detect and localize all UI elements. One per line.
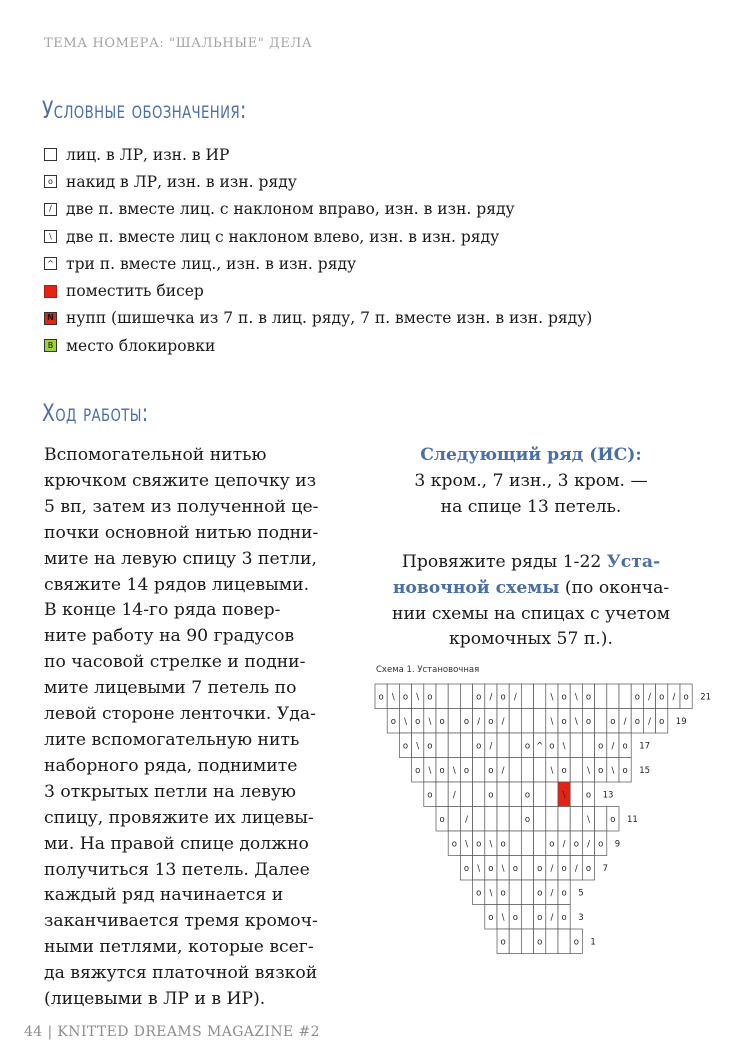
chart-symbol: o xyxy=(500,888,506,899)
instruction-line: 5 вп, затем из полученной це- xyxy=(44,496,319,517)
instruction-line: ными петлями, которые всег- xyxy=(44,937,314,958)
instruction-line: нии схемы на спицах с учетом xyxy=(392,603,670,624)
chart-symbol: \ xyxy=(428,765,432,776)
chart-cell xyxy=(521,758,533,783)
chart-cell xyxy=(509,880,521,905)
chart-cell xyxy=(570,733,582,758)
chart-symbol: \ xyxy=(501,863,505,874)
chart-symbol: o xyxy=(598,741,604,752)
chart-cell xyxy=(534,807,546,832)
instruction-line: ми. На правой спице должно xyxy=(44,833,309,854)
chart-symbol: o xyxy=(488,912,494,923)
legend-item-k2tog xyxy=(44,196,592,223)
chart-symbol: o xyxy=(463,716,470,727)
chart-symbol: o xyxy=(561,863,567,874)
chart-symbol: \ xyxy=(452,765,456,776)
row-number-label: 11 xyxy=(627,814,638,825)
left-slant-symbol-icon: \ xyxy=(44,230,57,243)
chart-symbol: o xyxy=(598,839,604,850)
legend-text: лиц. в ЛР, изн. в ИР xyxy=(66,145,230,164)
legend-item-ssk xyxy=(44,223,592,250)
chart-cell xyxy=(436,684,448,709)
chart-symbol: o xyxy=(427,692,433,703)
chart-symbol: \ xyxy=(391,692,395,703)
chart-symbol: o xyxy=(634,692,640,703)
instructions-text xyxy=(44,443,364,1013)
chart-cell xyxy=(509,758,521,783)
row-number-label: 5 xyxy=(578,888,584,899)
yarn-over-symbol-icon: o xyxy=(44,175,57,188)
chart-symbol: / xyxy=(648,716,651,727)
chart-symbol: o xyxy=(427,741,433,752)
chart-symbol: \ xyxy=(477,863,481,874)
chart-symbol: o xyxy=(573,937,579,948)
page-header: ТЕМА НОМЕРА: "ШАЛЬНЫЕ" ДЕЛА xyxy=(44,36,313,51)
chart-cell xyxy=(460,733,472,758)
legend-item-k3tog xyxy=(44,250,592,277)
instruction-line: каждый ряд начинается и xyxy=(44,885,284,906)
chart-symbol: o xyxy=(561,888,567,899)
chart-cell xyxy=(521,905,533,930)
chart-symbol: o xyxy=(634,716,640,727)
chart-symbol: / xyxy=(477,716,481,727)
chart-symbol: / xyxy=(623,716,627,727)
chart-cell xyxy=(497,782,509,807)
right-slant-symbol-icon: / xyxy=(44,203,57,216)
chart-symbol: \ xyxy=(550,765,554,776)
legend-text: место блокировки xyxy=(66,336,216,355)
chart-symbol: / xyxy=(587,839,590,850)
chart-symbol: o xyxy=(427,790,433,801)
chart-cell xyxy=(595,807,607,832)
instruction-line: крючком свяжите цепочку из xyxy=(44,470,317,491)
chart-symbol: \ xyxy=(611,765,615,776)
chart-symbol: o xyxy=(585,692,592,703)
legend-list xyxy=(44,141,592,359)
chart-symbol: o xyxy=(415,716,421,727)
chart-cell xyxy=(546,807,558,832)
chart-cell xyxy=(509,709,521,734)
legend-text: три п. вместе лиц., изн. в изн. ряду xyxy=(66,254,357,273)
chart-cell xyxy=(460,782,472,807)
instruction-line: почки основной нитью подни- xyxy=(44,522,319,543)
chart-symbol: o xyxy=(488,863,494,874)
chart-cell xyxy=(546,782,558,807)
chart-symbol: \ xyxy=(562,790,566,801)
instruction-line: получиться 13 петель. Далее xyxy=(44,859,310,880)
instruction-line: ните работу на 90 градусов xyxy=(44,626,295,647)
instruction-line: лите вспомогательную нить xyxy=(44,729,300,750)
chart-symbol: o xyxy=(500,692,506,703)
instruction-line: В конце 14-го ряда повер- xyxy=(44,600,281,621)
instruction-text: Провяжите ряды 1-22 xyxy=(401,551,607,572)
chart-symbol: / xyxy=(672,692,676,703)
chart-cell xyxy=(558,929,570,954)
chart-symbol: \ xyxy=(501,912,505,923)
row-number-label: 3 xyxy=(578,912,584,923)
row-number-label: 13 xyxy=(602,790,614,801)
instruction-line: мите лицевыми 7 петель по xyxy=(44,678,297,699)
chart-symbol: / xyxy=(550,863,554,874)
chart-cell xyxy=(521,856,533,881)
chart-symbol: o xyxy=(524,790,531,801)
chart-symbol: o xyxy=(476,692,482,703)
chart-symbol: \ xyxy=(550,716,554,727)
chart-symbol: o xyxy=(585,716,592,727)
chart-symbol: \ xyxy=(574,692,578,703)
legend-item-block xyxy=(44,332,592,359)
chart-cell xyxy=(448,709,460,734)
chart-symbol: o xyxy=(476,741,482,752)
work-title: Ход работы: xyxy=(42,399,149,427)
chart-symbol: o xyxy=(500,839,506,850)
chart-symbol: o xyxy=(378,692,384,703)
chart-symbol: o xyxy=(549,839,555,850)
chart-symbol: o xyxy=(585,863,592,874)
instruction-line: мите на левую спицу 3 петли, xyxy=(44,548,317,569)
chart-symbol: o xyxy=(683,692,689,703)
next-row-line: на спице 13 петель. xyxy=(440,496,622,517)
chart-cell xyxy=(448,733,460,758)
chart-cell xyxy=(558,807,570,832)
chart-cell xyxy=(509,807,521,832)
chart-cell xyxy=(534,758,546,783)
chart-title: Схема 1. Установочная xyxy=(376,665,480,675)
three-together-symbol-icon: ^ xyxy=(44,257,57,270)
instruction-line: наборного ряда, поднимите xyxy=(44,755,298,776)
chart-symbol: o xyxy=(573,839,579,850)
chart-symbol: o xyxy=(561,765,567,776)
instruction-line: левой стороне ленточки. Уда- xyxy=(44,704,316,725)
chart-reference: Уста- xyxy=(606,551,661,572)
chart-symbol: / xyxy=(562,839,566,850)
chart-cell xyxy=(436,782,448,807)
legend-text: нупп (шишечка из 7 п. в лиц. ряду, 7 п. вместе изн. в изн. ряду) xyxy=(66,309,593,328)
next-row-line: 3 кром., 7 изн., 3 кром. — xyxy=(414,470,648,491)
chart-cell xyxy=(534,709,546,734)
chart-cell xyxy=(595,684,607,709)
chart-cell xyxy=(497,733,509,758)
row-number-label: 21 xyxy=(700,692,712,703)
chart-symbol: o xyxy=(537,863,543,874)
chart-symbol: o xyxy=(610,814,616,825)
chart-symbol: / xyxy=(465,814,468,825)
chart-symbol: \ xyxy=(562,741,566,752)
chart-symbol: / xyxy=(489,692,493,703)
chart-cell xyxy=(521,880,533,905)
chart-symbol: / xyxy=(489,741,493,752)
chart-cell xyxy=(521,831,533,856)
chart-symbol: o xyxy=(622,765,628,776)
row-number-label: 9 xyxy=(614,839,621,850)
chart-cell xyxy=(546,929,558,954)
chart-symbol: o xyxy=(598,765,604,776)
chart-symbol: o xyxy=(439,765,445,776)
legend-item-nupp xyxy=(44,305,592,332)
chart-symbol: o xyxy=(415,765,421,776)
instruction-line xyxy=(376,550,686,576)
chart-symbol: o xyxy=(390,716,396,727)
legend-text: две п. вместе лиц. с наклоном вправо, изн. в изн. ряду xyxy=(66,200,515,219)
knitting-chart xyxy=(372,678,712,996)
chart-cell xyxy=(473,782,485,807)
chart-symbol: / xyxy=(452,790,456,801)
chart-symbol: o xyxy=(622,741,628,752)
chart-symbol: \ xyxy=(416,741,420,752)
chart-symbol: \ xyxy=(428,716,432,727)
legend-item-bead xyxy=(44,277,592,304)
chart-cell xyxy=(607,684,619,709)
chart-symbol: o xyxy=(488,765,494,776)
chart-symbol: o xyxy=(512,912,518,923)
legend-item-knit xyxy=(44,141,592,168)
chart-cell xyxy=(570,782,582,807)
chart-cell xyxy=(509,782,521,807)
instruction-line: да вяжутся платочной вязкой xyxy=(44,963,318,984)
chart-symbol: / xyxy=(513,692,517,703)
nupp-symbol-icon: N xyxy=(44,312,57,325)
chart-symbol: \ xyxy=(587,814,590,825)
chart-symbol: \ xyxy=(404,716,407,727)
chart-cell xyxy=(448,684,460,709)
chart-cell xyxy=(509,733,521,758)
chart-cell xyxy=(521,929,533,954)
row-number-label: 19 xyxy=(675,716,687,727)
chart-symbol: \ xyxy=(489,888,493,899)
row-number-label: 1 xyxy=(590,937,596,948)
instruction-line: Вспомогательной нитью xyxy=(44,445,267,465)
chart-symbol: o xyxy=(537,888,543,899)
legend-text: две п. вместе лиц с наклоном влево, изн. в изн. ряду xyxy=(66,227,500,246)
legend-title: Условные обозначения: xyxy=(42,96,247,124)
chart-symbol: / xyxy=(574,863,578,874)
instruction-line: по часовой стрелке и подни- xyxy=(44,652,306,673)
knit-symbol-icon xyxy=(44,148,57,161)
chart-cell xyxy=(448,807,460,832)
chart-symbol: o xyxy=(537,937,543,948)
chart-symbol: o xyxy=(402,692,409,703)
legend-item-yarn-over xyxy=(44,168,592,195)
chart-symbol: / xyxy=(648,692,651,703)
chart-cell xyxy=(570,758,582,783)
chart-symbol: / xyxy=(611,741,615,752)
chart-cell xyxy=(619,684,631,709)
chart-symbol: / xyxy=(550,888,554,899)
chart-symbol: o xyxy=(488,790,494,801)
chart-symbol: o xyxy=(524,814,531,825)
chart-cell xyxy=(436,733,448,758)
chart-symbol: o xyxy=(476,839,482,850)
chart-symbol: o xyxy=(402,741,409,752)
instruction-line xyxy=(376,576,686,602)
chart-symbol: \ xyxy=(587,765,590,776)
chart-cell xyxy=(534,684,546,709)
chart-symbol: \ xyxy=(574,716,578,727)
chart-symbol: o xyxy=(561,912,567,923)
chart-cell xyxy=(460,684,472,709)
chart-cell xyxy=(473,758,485,783)
chart-cell xyxy=(497,807,509,832)
instruction-line: 3 открытых петли на левую xyxy=(44,781,297,802)
chart-cell xyxy=(521,684,533,709)
instruction-text: (по оконча- xyxy=(559,577,670,598)
chart-symbol: \ xyxy=(465,839,468,850)
page-footer: 44 | KNITTED DREAMS MAGAZINE #2 xyxy=(24,1024,320,1040)
chart-symbol: o xyxy=(659,716,665,727)
chart-symbol: o xyxy=(561,692,567,703)
chart-cell xyxy=(570,807,582,832)
chart-cell xyxy=(534,782,546,807)
chart-symbol: o xyxy=(561,716,567,727)
chart-symbol: \ xyxy=(550,692,554,703)
blocking-symbol-icon: B xyxy=(44,339,57,352)
chart-symbol: o xyxy=(488,716,494,727)
chart-symbol: o xyxy=(463,765,470,776)
chart-symbol: ^ xyxy=(536,741,544,752)
instruction-line: спицу, провяжите их лицевы- xyxy=(44,807,314,828)
chart-symbol: / xyxy=(501,716,505,727)
chart-cell xyxy=(509,929,521,954)
instruction-line: (лицевыми в ЛР и в ИР). xyxy=(44,989,266,1010)
chart-symbol: o xyxy=(610,716,616,727)
chart-symbol: o xyxy=(439,814,445,825)
chart-symbol: o xyxy=(537,912,543,923)
right-column xyxy=(376,443,686,653)
chart-reference: новочной схемы xyxy=(392,577,560,598)
chart-symbol: / xyxy=(501,765,505,776)
chart-cell xyxy=(509,831,521,856)
bead-symbol-icon xyxy=(44,285,57,298)
chart-symbol: o xyxy=(549,741,555,752)
chart-cell xyxy=(534,831,546,856)
chart-symbol: o xyxy=(439,716,445,727)
chart-symbol: o xyxy=(476,888,482,899)
legend-text: поместить бисер xyxy=(66,282,204,301)
chart-symbol: o xyxy=(659,692,665,703)
instruction-line: кромочных 57 п.). xyxy=(449,629,613,650)
chart-symbol: \ xyxy=(489,839,493,850)
chart-symbol: o xyxy=(500,937,506,948)
chart-symbol: o xyxy=(463,863,470,874)
row-number-label: 17 xyxy=(639,741,651,752)
chart-symbol: o xyxy=(524,741,531,752)
row-number-label: 7 xyxy=(602,863,609,874)
next-row-heading: Следующий ряд (ИС): xyxy=(420,445,642,465)
chart-symbol: / xyxy=(550,912,554,923)
chart-symbol: \ xyxy=(416,692,420,703)
legend-text: накид в ЛР, изн. в изн. ряду xyxy=(66,172,297,191)
chart-cell xyxy=(595,709,607,734)
chart-symbol: o xyxy=(512,863,518,874)
chart-symbol: o xyxy=(585,790,592,801)
chart-symbol: o xyxy=(451,839,457,850)
instruction-line: заканчивается тремя кромоч- xyxy=(44,911,318,932)
instruction-line: свяжите 14 рядов лицевыми. xyxy=(44,574,310,595)
chart-cell xyxy=(582,733,594,758)
chart-cell xyxy=(473,807,485,832)
chart-cell xyxy=(521,709,533,734)
row-number-label: 15 xyxy=(639,765,651,776)
chart-cell xyxy=(485,807,497,832)
